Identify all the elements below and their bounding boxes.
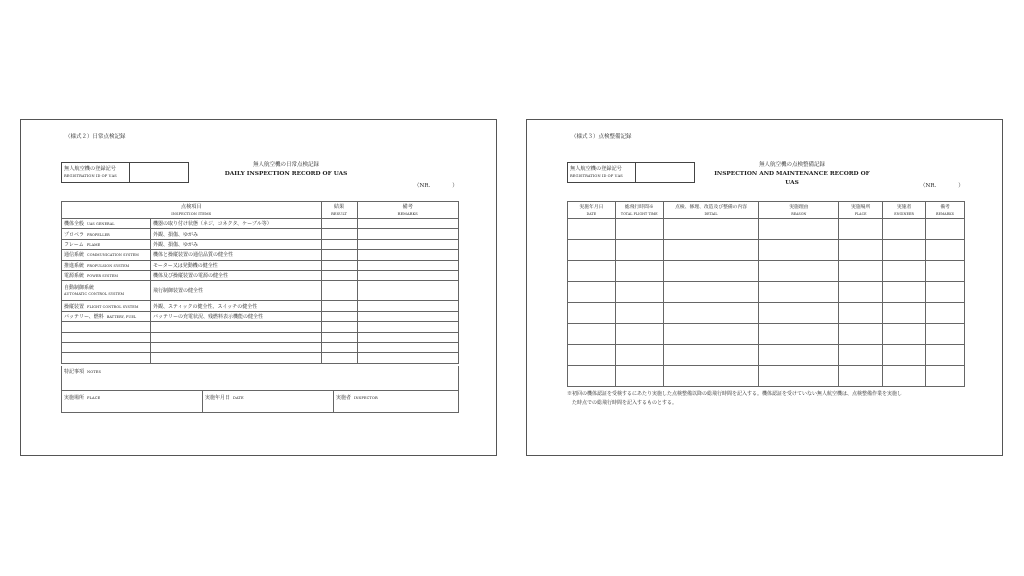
registration-id-label: 無人航空機の登録記号 REGISTRATION ID OF UAS (568, 163, 636, 182)
empty-row (62, 322, 459, 332)
table-row: バッテリー、燃料 BATTERY, FUEL バッテリーの充電状況、残燃料表示機能の健全性 (62, 311, 459, 321)
remarks-cell[interactable] (357, 219, 459, 229)
header-reason: 実施理由 REASON (759, 202, 839, 219)
form-number-label: （様式３）点検整備記録 (571, 134, 632, 140)
table-row: フレーム FLAME 外観、損傷、ゆがみ (62, 239, 459, 249)
header-remarks: 備考 REMARKS (926, 202, 965, 219)
empty-row (568, 366, 965, 387)
form-number-label: （様式２）日常点検記録 (65, 134, 126, 140)
remarks-cell[interactable] (357, 260, 459, 270)
daily-inspection-form (20, 119, 497, 456)
remarks-cell[interactable] (357, 301, 459, 311)
header-place: 実施場所 PLACE (839, 202, 883, 219)
empty-row (62, 353, 459, 363)
header-result: 結果 RESULT (321, 202, 357, 219)
registration-id-box (61, 162, 189, 183)
result-cell[interactable] (321, 229, 357, 239)
empty-row (568, 240, 965, 261)
result-cell[interactable] (321, 281, 357, 301)
empty-row (62, 332, 459, 342)
table-row: 機体全般 UAS GENERAL 機器の取り付け状態（ネジ、コネクタ、ケーブル等） (62, 219, 459, 229)
maintenance-table (567, 201, 965, 387)
registration-id-label: 無人航空機の登録記号 REGISTRATION ID OF UAS (62, 163, 130, 182)
inspection-table (61, 201, 459, 364)
notes-field[interactable]: 特記事項 NOTES (61, 366, 459, 391)
maintenance-record-form (526, 119, 1003, 456)
registration-id-box (567, 162, 695, 183)
registration-id-field[interactable] (636, 163, 694, 182)
header-engineer: 実施者 ENGINEER (883, 202, 926, 219)
result-cell[interactable] (321, 239, 357, 249)
result-cell[interactable] (321, 260, 357, 270)
form-title: 無人航空機の日常点検記録 DAILY INSPECTION RECORD OF UAS (224, 162, 348, 177)
empty-row (62, 342, 459, 352)
table-row: 電源系統 POWER SYSTEM 機体及び操縦装置の電源の健全性 (62, 270, 459, 280)
header-remarks: 備考 REMARKS (357, 202, 459, 219)
form-title: 無人航空機の点検整備記録 INSPECTION AND MAINTENANCE RECORD OF UAS (714, 162, 870, 186)
empty-row (568, 282, 965, 303)
empty-row (568, 303, 965, 324)
empty-row (568, 261, 965, 282)
remarks-cell[interactable] (357, 250, 459, 260)
footnote: ※初回の機体認証を受検するにあたり実施した点検整備以降の総飛行時間を記入する。機体認証を受けていない無人航空機は、点検整備作業を実施し た時点での総飛行時間を記入するものとする。 (567, 391, 903, 406)
remarks-cell[interactable] (357, 229, 459, 239)
inspector-field[interactable]: 実施者 INSPECTOR (336, 395, 378, 401)
registration-id-field[interactable] (130, 163, 188, 182)
remarks-cell[interactable] (357, 239, 459, 249)
header-inspection-items: 点検項目 INSPECTION ITEMS (62, 202, 322, 219)
result-cell[interactable] (321, 250, 357, 260)
date-field[interactable]: 実施年月日 DATE (203, 391, 334, 412)
record-number: （NR. ） (920, 183, 964, 189)
table-row: 通信系統 COMMUNICATION SYSTEM 機体と操縦装置の通信品質の健全性 (62, 250, 459, 260)
result-cell[interactable] (321, 311, 357, 321)
result-cell[interactable] (321, 219, 357, 229)
record-number: （NR. ） (414, 183, 458, 189)
table-row: 操縦装置 FLIGHT CONTROL SYSTEM 外観、スティックの健全性、スイッチの健全性 (62, 301, 459, 311)
table-row: 推進系統 PROPULSION SYSTEM モーター又は発動機の健全性 (62, 260, 459, 270)
header-total-flight-time: 総飛行時間※ TOTAL FLIGHT TIME (615, 202, 663, 219)
empty-row (568, 219, 965, 240)
remarks-cell[interactable] (357, 281, 459, 301)
signature-row (61, 391, 459, 413)
remarks-cell[interactable] (357, 270, 459, 280)
remarks-cell[interactable] (357, 311, 459, 321)
header-detail: 点検、修理、改造及び整備の内容 DETAIL (663, 202, 759, 219)
result-cell[interactable] (321, 301, 357, 311)
empty-row (568, 345, 965, 366)
table-row: 自動制御系統 AUTOMATIC CONTROL SYSTEM 飛行制御装置の健全性 (62, 281, 459, 301)
result-cell[interactable] (321, 270, 357, 280)
header-date: 実施年月日 DATE (568, 202, 616, 219)
place-field[interactable]: 実施場所 PLACE (62, 391, 203, 412)
table-row: プロペラ PROPELLER 外観、損傷、ゆがみ (62, 229, 459, 239)
empty-row (568, 324, 965, 345)
